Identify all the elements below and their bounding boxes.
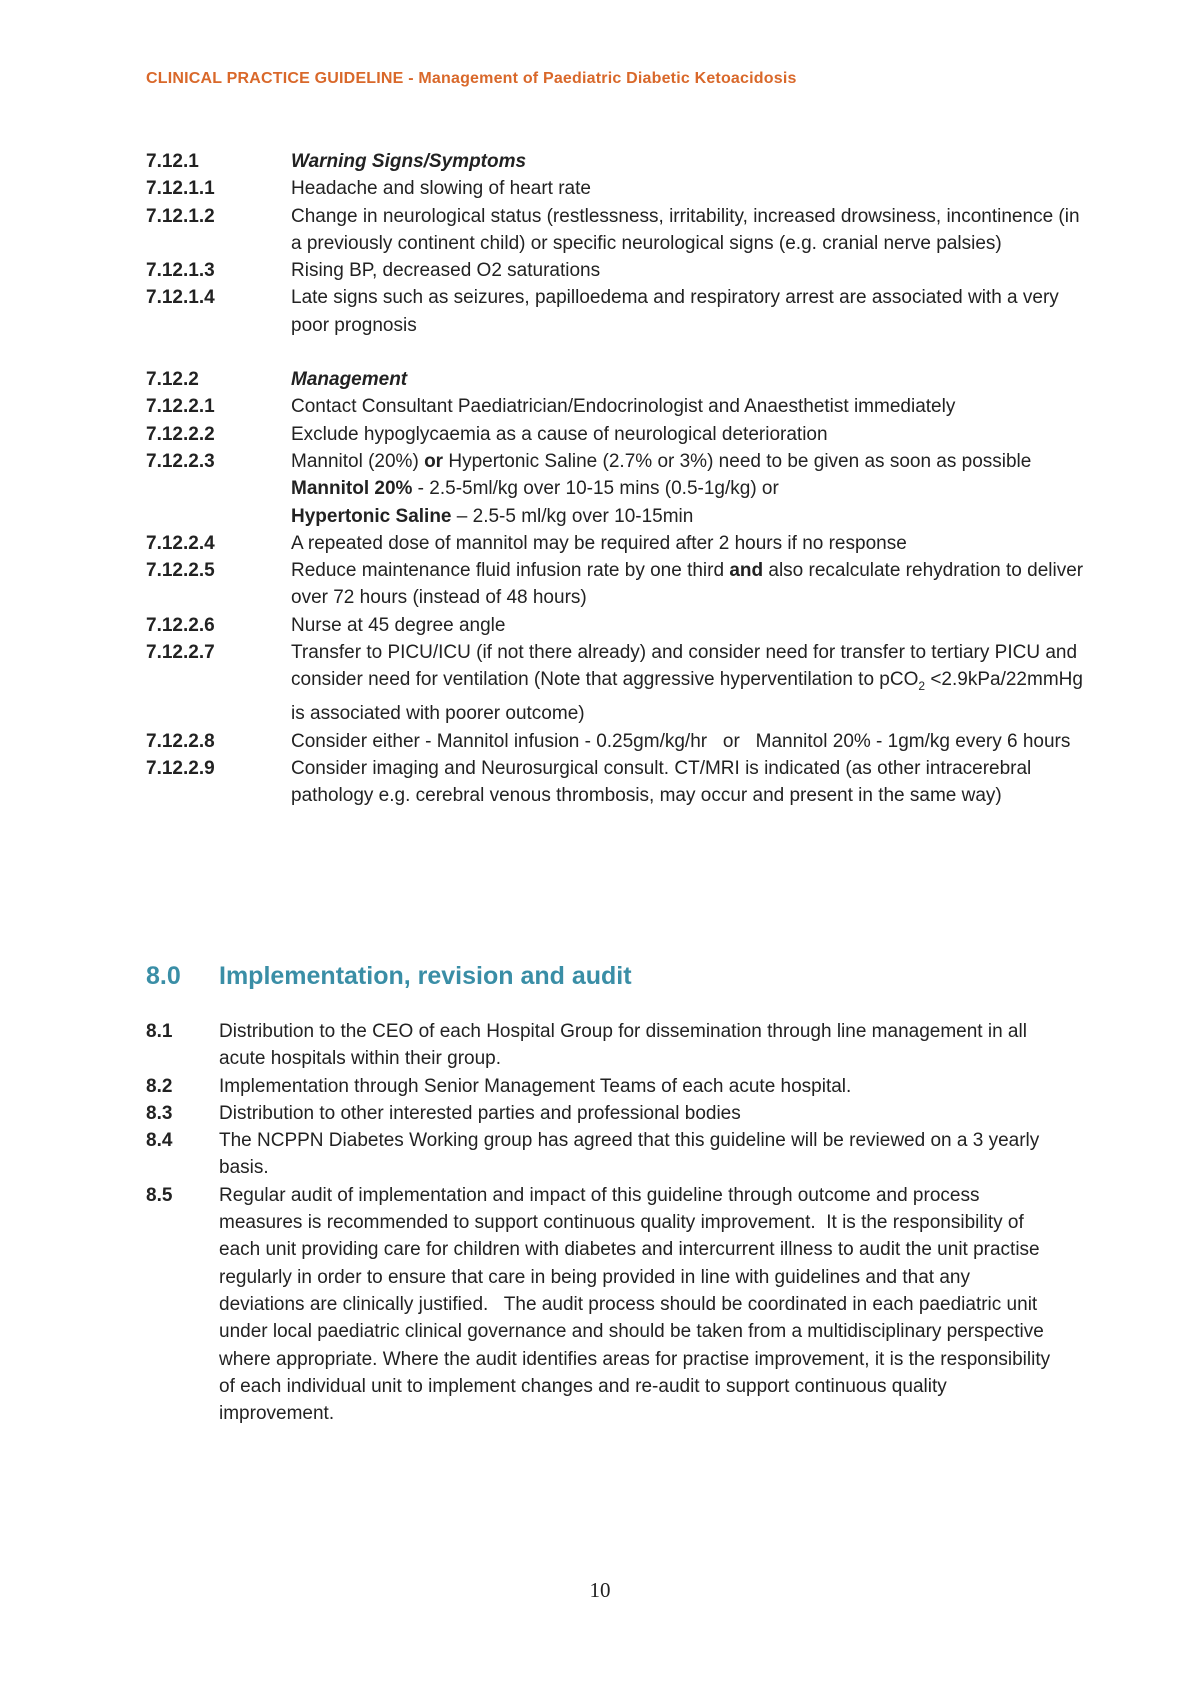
item-text: Consider either - Mannitol infusion - 0.25gm/kg/hr or Mannitol 20% - 1gm/kg every 6 hours xyxy=(291,730,1071,752)
item-number: 7.12.2.9 xyxy=(146,758,215,780)
item-text-part: Mannitol (20%) xyxy=(291,450,425,472)
list-item xyxy=(146,284,1086,339)
subsection-title: Warning Signs/Symptoms xyxy=(291,151,527,172)
management-heading-row xyxy=(146,366,1086,393)
item-number: 7.12.2.5 xyxy=(146,560,215,582)
item-text-part: – 2.5-5 ml/kg over 10-15min xyxy=(451,505,694,527)
list-item xyxy=(146,728,1086,755)
list-item xyxy=(146,1127,1056,1182)
list-item xyxy=(146,1018,1056,1073)
list-item xyxy=(146,393,1086,420)
subsection-title: Management xyxy=(291,369,408,391)
item-text: Exclude hypoglycaemia as a cause of neurological deterioration xyxy=(291,423,828,445)
item-number: 8.5 xyxy=(146,1184,173,1206)
item-text: Late signs such as seizures, papilloedema and respiratory arrest are associated with a very poor prognosis xyxy=(291,287,1059,336)
running-header: CLINICAL PRACTICE GUIDELINE - Management of Paediatric Diabetic Ketoacidosis xyxy=(146,70,797,87)
item-text: Change in neurological status (restlessness, irritability, increased drowsiness, incontinence (in a previously continent child) or specific neurological signs (e.g. cranial nerve palsies) xyxy=(291,205,1080,254)
emphasis-text: and xyxy=(729,560,764,582)
list-item xyxy=(146,1182,1056,1428)
item-text-part: Transfer to PICU/ICU (if not there already) and consider need for transfer to tertiary PICU and consider need for ventilation (Note that aggressive hyperventilation to pCO xyxy=(291,642,1078,691)
item-text-part: Hypertonic Saline (2.7% or 3%) need to be given as soon as possible xyxy=(443,450,1032,472)
list-item xyxy=(146,639,1086,728)
item-number: 7.12.2.1 xyxy=(146,396,215,418)
list-item xyxy=(146,557,1086,612)
item-number: 8.1 xyxy=(146,1021,173,1042)
item-number: 8.4 xyxy=(146,1130,173,1152)
item-text-part: <2.9kPa/22mmHg is associated with poorer outcome) xyxy=(291,669,1083,725)
item-text: The NCPPN Diabetes Working group has agreed that this guideline will be reviewed on a 3 yearly basis. xyxy=(219,1130,1040,1179)
emphasis-text: Hypertonic Saline xyxy=(291,505,452,527)
item-number: 8.2 xyxy=(146,1075,173,1097)
list-item xyxy=(146,612,1086,639)
list-item xyxy=(146,448,1086,530)
item-text: A repeated dose of mannitol may be required after 2 hours if no response xyxy=(291,532,907,554)
item-text: Consider imaging and Neurosurgical consult. CT/MRI is indicated (as other intracerebral pathology e.g. cerebral venous thrombosis, may occur and present in the same way) xyxy=(291,758,1032,807)
item-text: Regular audit of implementation and impact of this guideline through outcome and process measures is recommended to support continuous quality improvement. It is the responsibility of each unit providing care for children with diabetes and intercurrent illness to audit the unit practise regularly in order to ensure that care in being provided in line with guidelines and that any deviations are clinically justified. The audit process should be coordinated in each paediatric unit under local paediatric clinical governance and should be taken from a multidisciplinary perspective where appropriate. Where the audit identifies areas for practise improvement, it is the responsibility of each individual unit to implement changes and re-audit to support continuous quality improvement. xyxy=(219,1184,1056,1425)
item-text xyxy=(291,448,1086,530)
list-item xyxy=(146,175,1086,202)
item-number: 7.12.1.2 xyxy=(146,205,215,227)
item-number: 7.12.1.4 xyxy=(146,287,215,309)
list-item xyxy=(146,1073,1056,1100)
item-number: 7.12.1.1 xyxy=(146,178,215,200)
item-text: Contact Consultant Paediatrician/Endocrinologist and Anaesthetist immediately xyxy=(291,396,956,418)
list-item xyxy=(146,421,1086,448)
subscript: 2 xyxy=(918,679,926,694)
list-item xyxy=(146,257,1086,284)
item-text-part: also recalculate rehydration to deliver over 72 hours (instead of 48 hours) xyxy=(291,560,1084,609)
item-text-part: Reduce maintenance fluid infusion rate by one third xyxy=(291,560,730,582)
section-number: 8.0 xyxy=(146,962,181,990)
item-text: Nurse at 45 degree angle xyxy=(291,614,506,636)
list-item xyxy=(146,203,1086,258)
item-number: 7.12.1.3 xyxy=(146,260,215,282)
page-number: 10 xyxy=(589,1578,611,1602)
item-number: 7.12.2.6 xyxy=(146,614,215,636)
spacer xyxy=(146,339,1086,366)
item-text: Headache and slowing of heart rate xyxy=(291,178,591,200)
emphasis-text: or xyxy=(424,450,444,472)
list-item xyxy=(146,1100,1056,1127)
section-title: Implementation, revision and audit xyxy=(219,962,632,990)
section-8-list xyxy=(146,1018,1056,1427)
warning-heading-row xyxy=(146,148,1086,175)
list-item xyxy=(146,755,1086,810)
item-text xyxy=(291,557,1086,612)
item-text: Implementation through Senior Management Teams of each acute hospital. xyxy=(219,1075,852,1097)
item-text: Distribution to other interested parties and professional bodies xyxy=(219,1102,741,1124)
item-number: 7.12.2.4 xyxy=(146,532,215,554)
item-text: Rising BP, decreased O2 saturations xyxy=(291,260,601,282)
item-number: 7.12.2.3 xyxy=(146,450,215,472)
section-7-12 xyxy=(146,148,1086,810)
item-text xyxy=(291,639,1086,728)
item-number: 7.12.1 xyxy=(146,151,199,172)
list-item xyxy=(146,530,1086,557)
item-number: 7.12.2 xyxy=(146,369,199,391)
item-number: 7.12.2.8 xyxy=(146,730,215,752)
section-heading xyxy=(146,962,632,991)
item-number: 8.3 xyxy=(146,1102,173,1124)
item-text: Distribution to the CEO of each Hospital Group for dissemination through line management in all acute hospitals within their group. xyxy=(219,1021,1027,1070)
item-number: 7.12.2.2 xyxy=(146,423,215,445)
item-text-part: - 2.5-5ml/kg over 10-15 mins (0.5-1g/kg) or xyxy=(412,478,779,500)
item-number: 7.12.2.7 xyxy=(146,642,215,664)
emphasis-text: Mannitol 20% xyxy=(291,478,413,500)
